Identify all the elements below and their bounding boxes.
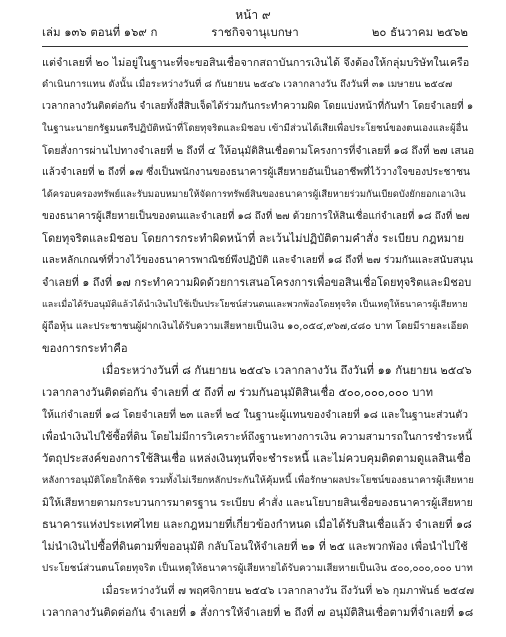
text-line: ประโยชน์ส่วนตนโดยทุจริต เป็นเหตุให้ธนาคารผู้เสียหายได้รับความเสียหายเป็นเงิน ๕๐๐,๐๐๐,๐๐๐ บาท bbox=[42, 563, 473, 574]
publication-title: ราชกิจจานุเบกษา bbox=[211, 25, 299, 39]
text-line: และเมื่อได้รับอนุมัติแล้วได้นำเงินไปใช้เป็นประโยชน์ส่วนตนและพวกพ้องโดยทุจริต เป็นเหตุให้ธนาคารผู้เสียหาย bbox=[42, 300, 468, 310]
text-line: วัตถุประสงค์ของการใช้สินเชื่อ แหล่งเงินทุนที่จะชำระหนี้ และไม่ควบคุมติดตามดูแลสินเชื่อ bbox=[42, 452, 471, 465]
page-number: หน้า ๙ bbox=[235, 8, 271, 22]
publication-date: ๒๐ ธันวาคม ๒๕๖๒ bbox=[371, 25, 468, 39]
text-line: ของธนาคารผู้เสียหายเป็นของตนและจำเลยที่ ๑๘ ถึงที่ ๒๗ ด้วยการให้สินเชื่อแก่จำเลยที่ ๑๘ ถึงที่ ๒๗ bbox=[42, 211, 470, 222]
text-line: ผู้ถือหุ้น และประชาชนผู้ฝากเงินได้รับความเสียหายเป็นเงิน ๑๐,๐๕๔,๙๖๗,๔๘๐ บาท โดยมีรายละเอียด bbox=[42, 321, 469, 332]
text-line: จำเลยที่ ๑ ถึงที่ ๑๗ กระทำความผิดด้วยการเสนอโครงการเพื่อขอสินเชื่อโดยทุจริตและมิชอบ bbox=[42, 276, 472, 289]
text-line: มิให้เสียหายตามกระบวนการมาตรฐาน ระเบียบ คำสั่ง และนโยบายสินเชื่อของธนาคารผู้เสียหาย bbox=[42, 497, 473, 509]
text-line: ไม่นำเงินไปซื้อที่ดินตามที่ขออนุมัติ กลับโอนให้จำเลยที่ ๒๑ ที่ ๒๕ และพวกพ้อง เพื่อนำไปใช้ bbox=[42, 540, 468, 553]
text-line: เพื่อนำเงินไปใช้ซื้อที่ดิน โดยไม่มีการวิเคราะห์ถึงฐานะทางการเงิน ความสามารถในการชำระหนี้ bbox=[42, 431, 473, 443]
text-line: เวลากลางวันติดต่อกัน จำเลยทั้งสี่สิบเจ็ดได้ร่วมกันกระทำความผิด โดยแบ่งหน้าที่กันทำ โดยจำเลยที่ ๑ bbox=[42, 101, 474, 112]
text-line: ให้แก่จำเลยที่ ๑๘ โดยจำเลยที่ ๒๓ และที่ ๒๔ ในฐานะผู้แทนของจำเลยที่ ๑๘ และในฐานะส่วนตัว bbox=[42, 409, 468, 421]
paragraph-start-line: เมื่อระหว่างวันที่ ๗ พฤศจิกายน ๒๕๔๖ เวลากลางวัน ถึงวันที่ ๒๖ กุมภาพันธ์ ๒๕๔๗ bbox=[102, 585, 474, 597]
text-line: ของการกระทำคือ bbox=[42, 342, 128, 355]
text-line: ดำเนินการแทน ดังนั้น เมื่อระหว่างวันที่ ๘ กันยายน ๒๕๔๖ เวลากลางวัน ถึงวันที่ ๓๑ เมษายน ๒๕๔๗ bbox=[42, 79, 453, 90]
text-line: โดยทุจริตและมิชอบ โดยการกระทำผิดหน้าที่ ละเว้นไม่ปฏิบัติตามคำสั่ง ระเบียบ กฎหมาย bbox=[42, 232, 465, 245]
document-body bbox=[42, 52, 474, 624]
text-line: ธนาคารแห่งประเทศไทย และกฎหมายที่เกี่ยวข้องกำหนด เมื่อได้รับสินเชื่อแล้ว จำเลยที่ ๑๘ bbox=[42, 518, 472, 531]
header-divider bbox=[42, 46, 468, 47]
text-line: หลังการอนุมัติโดยใกล้ชิด รวมทั้งไม่เรียกหลักประกันให้คุ้มหนี้ เพื่อรักษาผลประโยชน์ของธนาคารผู้เสียหาย bbox=[42, 475, 474, 486]
text-line: ได้ครอบครองทรัพย์และรับมอบหมายให้จัดการทรัพย์สินของธนาคารผู้เสียหายร่วมกันเบียดบังยักยอกเอาเงิน bbox=[42, 189, 466, 200]
text-line: ในฐานะนายกรัฐมนตรีปฏิบัติหน้าที่โดยทุจริตและมิชอบ เข้ามีส่วนได้เสียเพื่อประโยชน์ของตนเองและผู้อื่น bbox=[42, 123, 468, 134]
text-line: เวลากลางวันติดต่อกัน จำเลยที่ ๑ สั่งการให้จำเลยที่ ๒ ถึงที่ ๗ อนุมัติสินเชื่อตามที่จำเลยที่ ๑๘ bbox=[42, 606, 474, 619]
text-line: โดยสั่งการผ่านไปทางจำเลยที่ ๒ ถึงที่ ๔ ให้อนุมัติสินเชื่อตามโครงการที่จำเลยที่ ๑๘ ถึงที่ ๒๗ เสนอ bbox=[42, 145, 474, 157]
paragraph-start-line: เมื่อระหว่างวันที่ ๘ กันยายน ๒๕๔๖ เวลากลางวัน ถึงวันที่ ๑๑ กันยายน ๒๕๔๖ bbox=[102, 364, 472, 377]
text-line: แต่จำเลยที่ ๒๐ ไม่อยู่ในฐานะที่จะขอสินเชื่อจากสถาบันการเงินได้ จึงต้องให้กลุ่มบริษัทในเครือ bbox=[42, 56, 470, 69]
text-line: แล้วจำเลยที่ ๒ ถึงที่ ๑๗ ซึ่งเป็นพนักงานของธนาคารผู้เสียหายอันเป็นอาชีพที่ไว้วางใจของประชาชน bbox=[42, 167, 470, 178]
text-line: เวลากลางวันติดต่อกัน จำเลยที่ ๕ ถึงที่ ๗ ร่วมกันอนุมัติสินเชื่อ ๕๐๐,๐๐๐,๐๐๐ บาท bbox=[42, 386, 433, 399]
gazette-header bbox=[42, 24, 468, 42]
text-line: และหลักเกณฑ์ที่วางไว้ของธนาคารพาณิชย์พึงปฏิบัติ และจำเลยที่ ๑๘ ถึงที่ ๒๗ ร่วมกันและสนับสนุน bbox=[42, 255, 474, 266]
volume-issue: เล่ม ๑๓๖ ตอนที่ ๑๖๙ ก bbox=[42, 25, 158, 39]
